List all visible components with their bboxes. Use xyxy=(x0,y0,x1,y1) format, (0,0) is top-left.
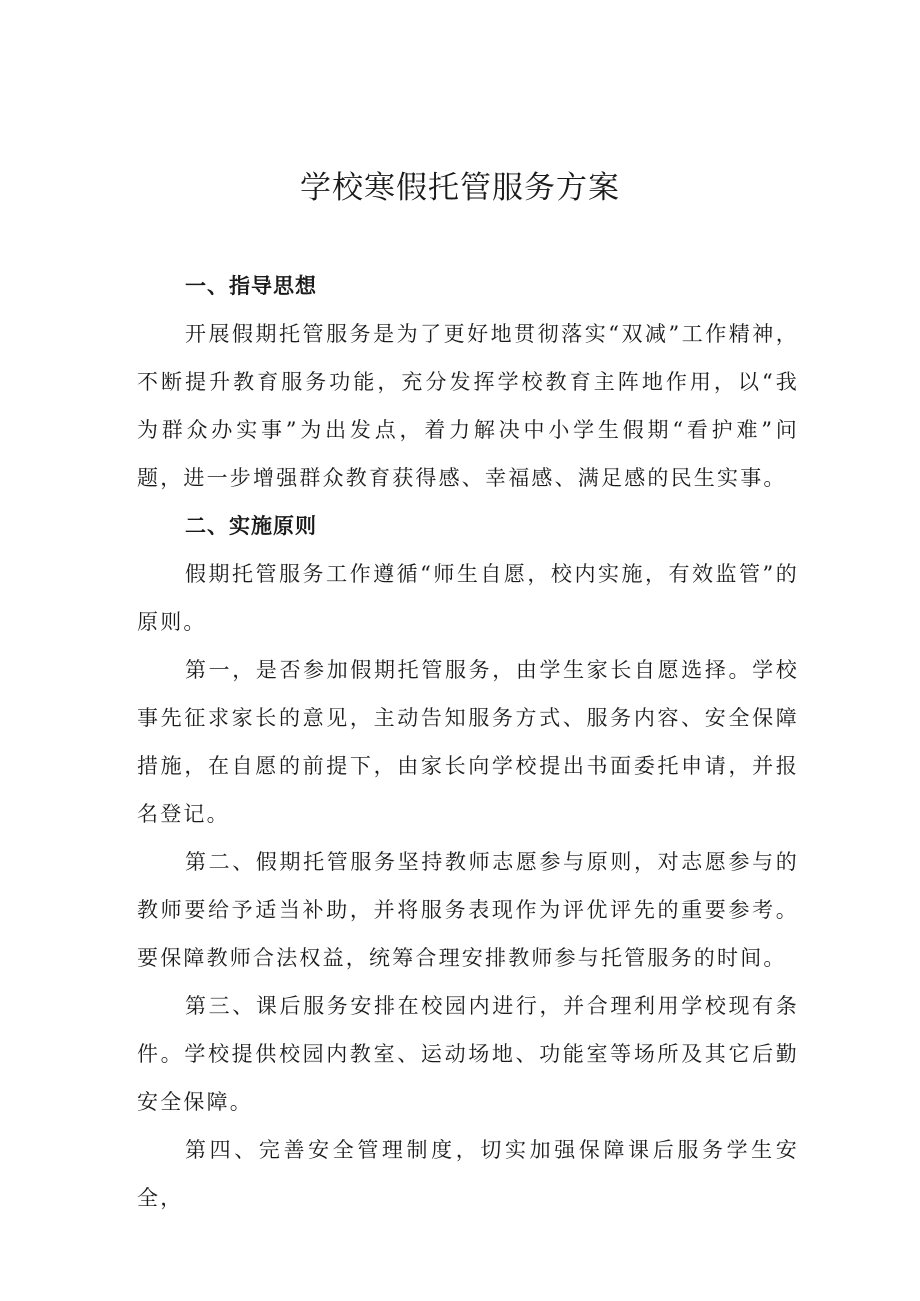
section-guiding-ideology xyxy=(137,262,799,502)
section-implementation-principles xyxy=(137,502,799,1222)
paragraph: 第三、课后服务安排在校园内进行，并合理利用学校现有条件。学校提供校园内教室、运动场地、功能室等场所及其它后勤安全保障。 xyxy=(137,994,799,1114)
paragraph: 第一，是否参加假期托管服务，由学生家长自愿选择。学校事先征求家长的意见，主动告知服务方式、服务内容、安全保障措施，在自愿的前提下，由家长向学校提出书面委托申请，并报名登记。 xyxy=(137,658,799,826)
document-title: 学校寒假托管服务方案 xyxy=(300,170,620,206)
paragraph: 假期托管服务工作遵循“师生自愿，校内实施，有效监管”的原则。 xyxy=(137,562,799,634)
paragraph: 开展假期托管服务是为了更好地贯彻落实“双减”工作精神，不断提升教育服务功能，充分发挥学校教育主阵地作用，以“我为群众办实事”为出发点，着力解决中小学生假期“看护难”问题，进一步增强群众教育获得感、幸福感、满足感的民生实事。 xyxy=(137,322,799,490)
document-body xyxy=(137,262,799,1222)
section-heading: 二、实施原则 xyxy=(185,514,317,538)
section-heading: 一、指导思想 xyxy=(185,274,317,298)
paragraph: 第四、完善安全管理制度，切实加强保障课后服务学生安全， xyxy=(137,1138,799,1210)
paragraph: 第二、假期托管服务坚持教师志愿参与原则，对志愿参与的教师要给予适当补助，并将服务表现作为评优评先的重要参考。要保障教师合法权益，统筹合理安排教师参与托管服务的时间。 xyxy=(137,850,799,970)
